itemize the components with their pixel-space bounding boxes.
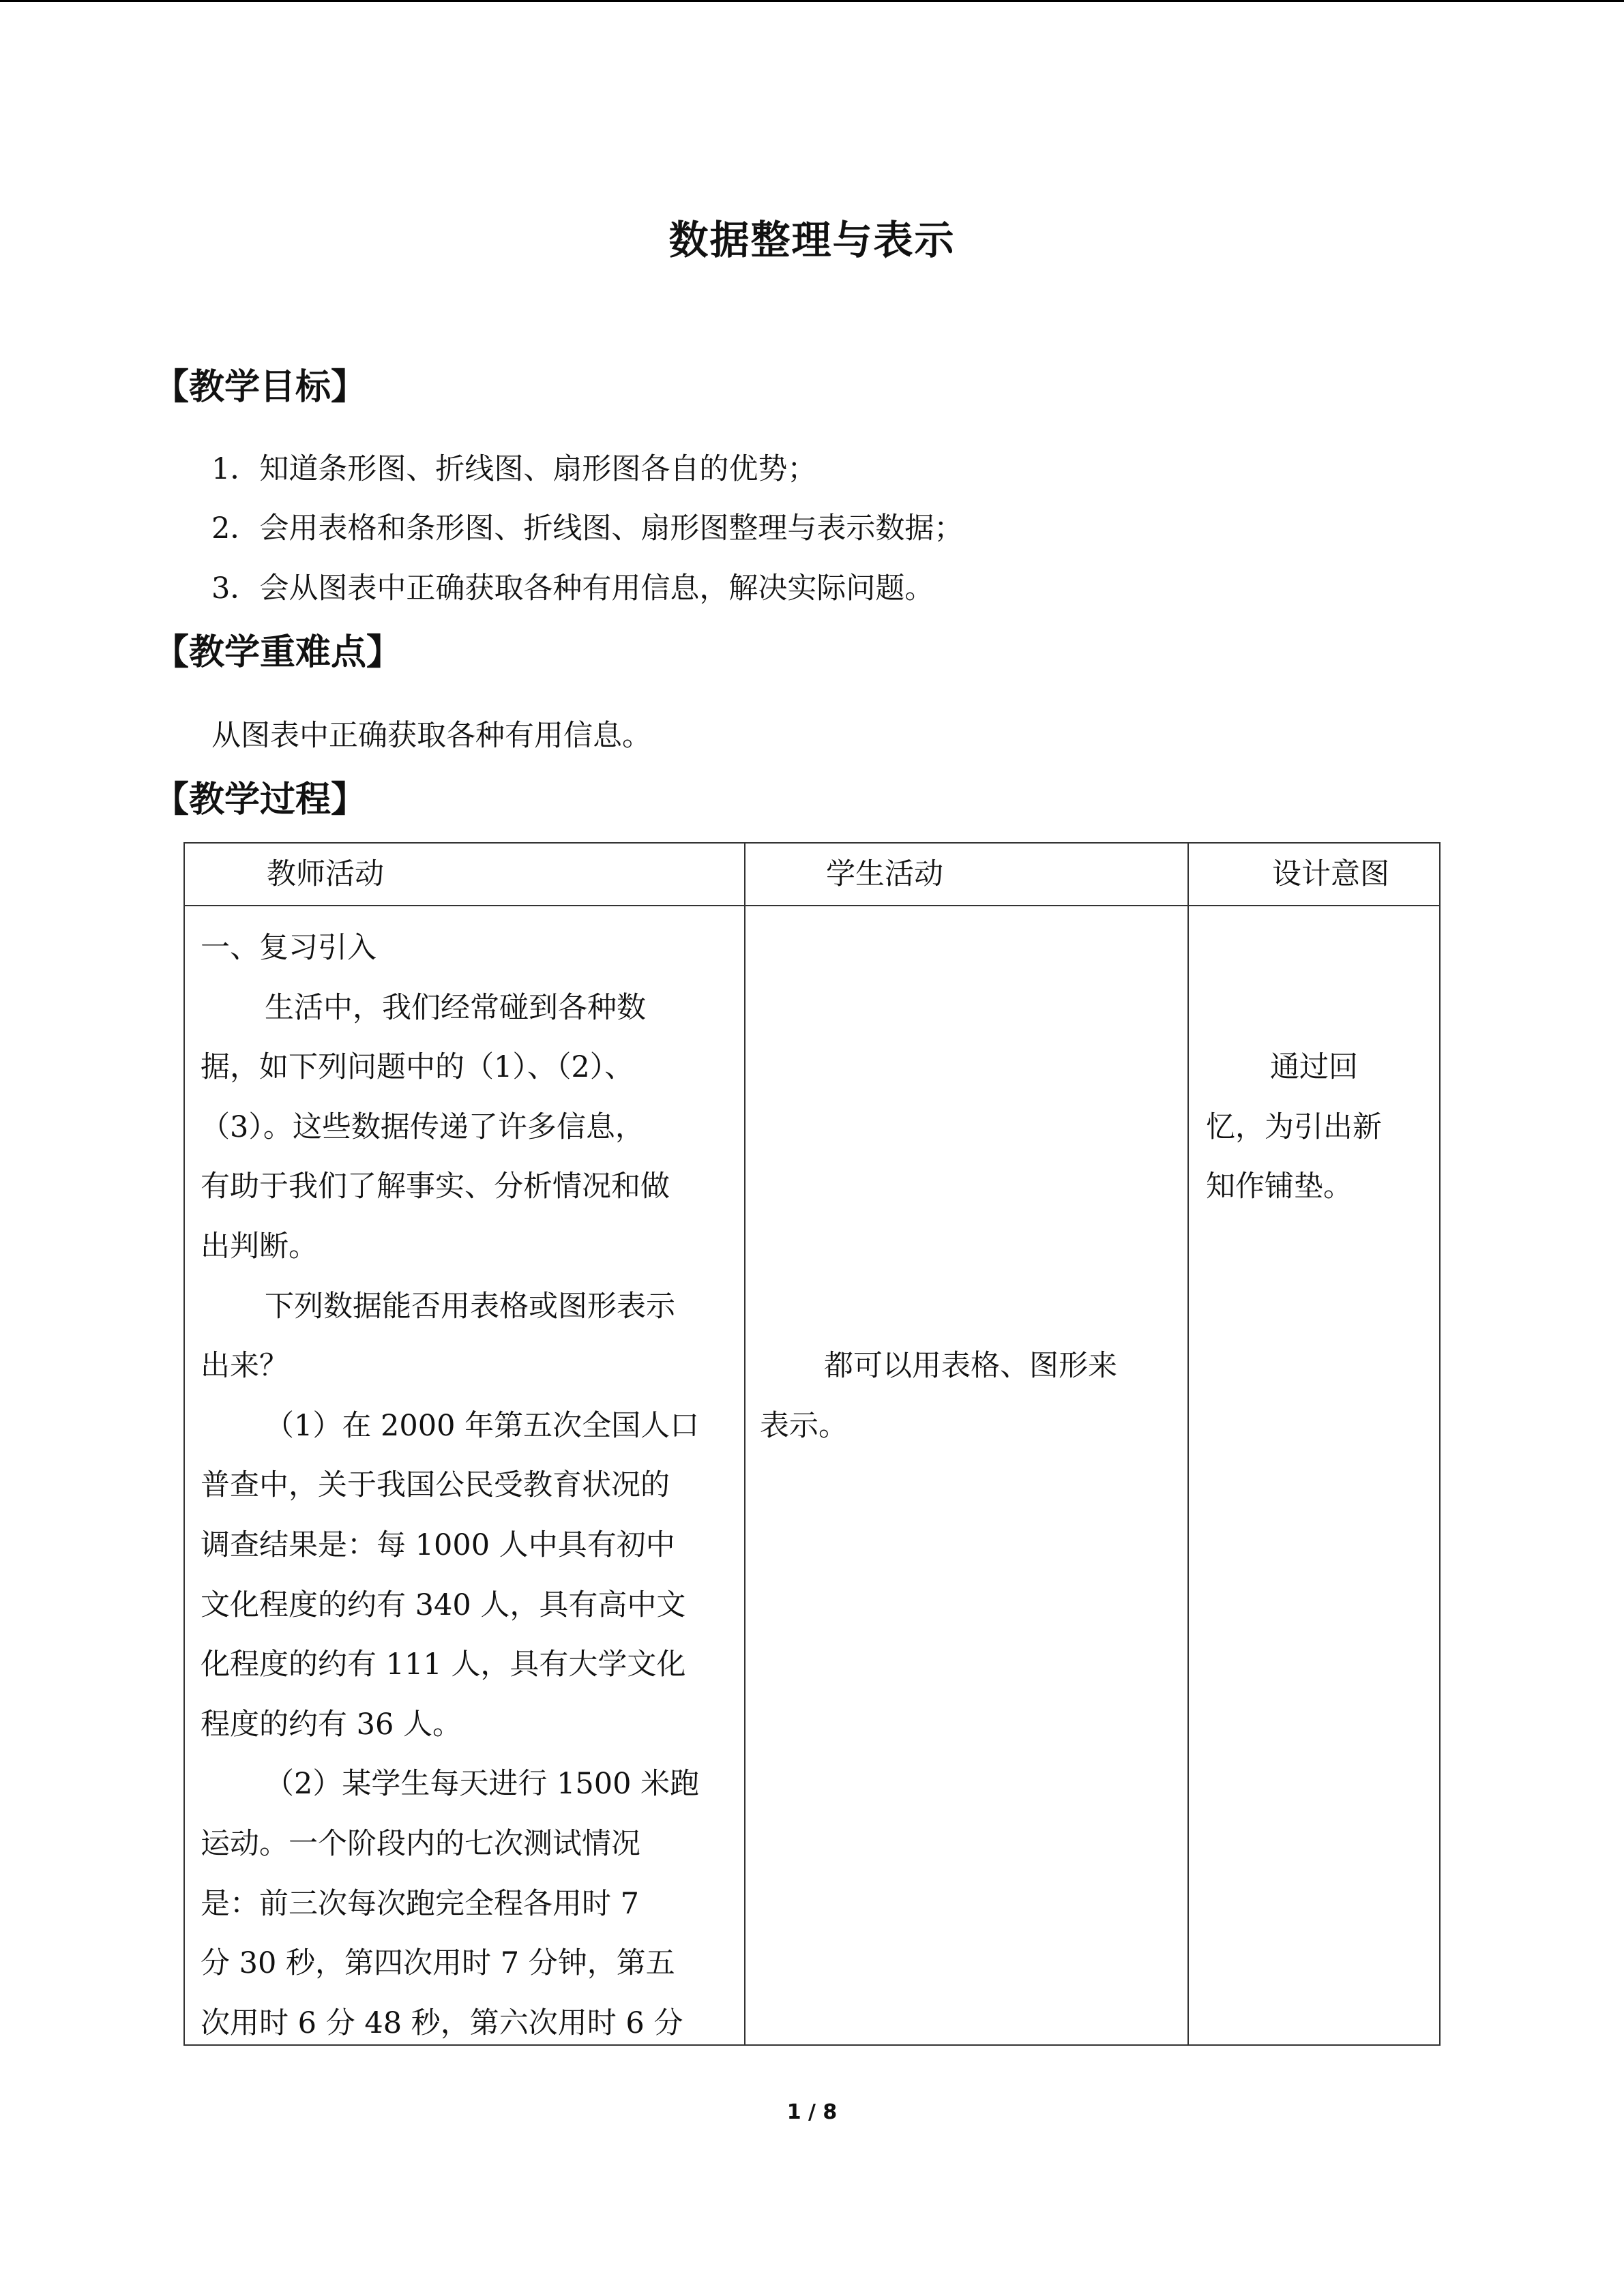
objectives-heading: 【教学目标】 [153,367,367,408]
teacher-line: 分 30 秒，第四次用时 7 分钟，第五 [201,1946,675,1981]
header-divider [185,905,1439,906]
teacher-line: 据，如下列问题中的（1）、（2）、 [201,1050,634,1085]
column-divider [744,844,745,2044]
student-activity-cell [760,1337,1117,1456]
teacher-line: 一、复习引入 [201,931,377,965]
design-line: 知作铺垫。 [1206,1169,1353,1204]
student-line: 都可以用表格、图形来 [824,1349,1117,1383]
header-student-activity: 学生活动 [826,857,943,891]
header-design-intent: 设计意图 [1272,857,1389,891]
design-line: 忆，为引出新 [1206,1109,1382,1144]
teacher-line: 生活中，我们经常碰到各种数 [265,990,646,1025]
process-heading: 【教学过程】 [153,779,367,820]
teacher-line: 调查结果是：每 1000 人中具有初中 [201,1527,675,1562]
design-line: 通过回 [1270,1050,1358,1084]
teacher-activity-cell [201,919,699,2053]
top-border-line [0,0,1624,2]
teacher-line: 文化程度的约有 340 人，具有高中文 [201,1587,686,1622]
teacher-line: 化程度的约有 111 人，具有大学文化 [201,1648,686,1682]
teacher-line: （2）某学生每天进行 1500 米跑 [265,1767,700,1802]
teacher-line: （1）在 2000 年第五次全国人口 [265,1408,700,1443]
key-points-text: 从图表中正确获取各种有用信息。 [211,719,651,753]
teacher-line: 运动。一个阶段内的七次测试情况 [201,1826,640,1861]
design-intent-cell [1206,1038,1382,1217]
student-line: 表示。 [760,1408,848,1443]
teacher-line: （3）。这些数据传递了许多信息， [201,1109,645,1144]
objective-item-3: 3．会从图表中正确获取各种有用信息，解决实际问题。 [211,571,934,606]
header-teacher-activity: 教师活动 [267,857,384,891]
teacher-line: 是：前三次每次跑完全程各用时 7 [201,1886,640,1921]
process-table [183,842,1441,2046]
teacher-line: 下列数据能否用表格或图形表示 [265,1289,675,1324]
key-points-heading: 【教学重难点】 [153,632,402,673]
teacher-line: 出判断。 [201,1229,318,1264]
objective-item-2: 2．会用表格和条形图、折线图、扇形图整理与表示数据； [211,511,964,546]
teacher-line: 普查中，关于我国公民受教育状况的 [201,1468,670,1503]
column-divider [1187,844,1189,2044]
teacher-line: 程度的约有 36 人。 [201,1707,462,1742]
teacher-line: 出来？ [201,1349,289,1384]
objective-item-1: 1．知道条形图、折线图、扇形图各自的优势； [211,452,817,486]
document-title: 数据整理与表示 [668,217,956,263]
teacher-line: 次用时 6 分 48 秒，第六次用时 6 分 [201,2006,683,2040]
teacher-line: 有助于我们了解事实、分析情况和做 [201,1169,670,1204]
page-number: 1 / 8 [786,2100,838,2124]
